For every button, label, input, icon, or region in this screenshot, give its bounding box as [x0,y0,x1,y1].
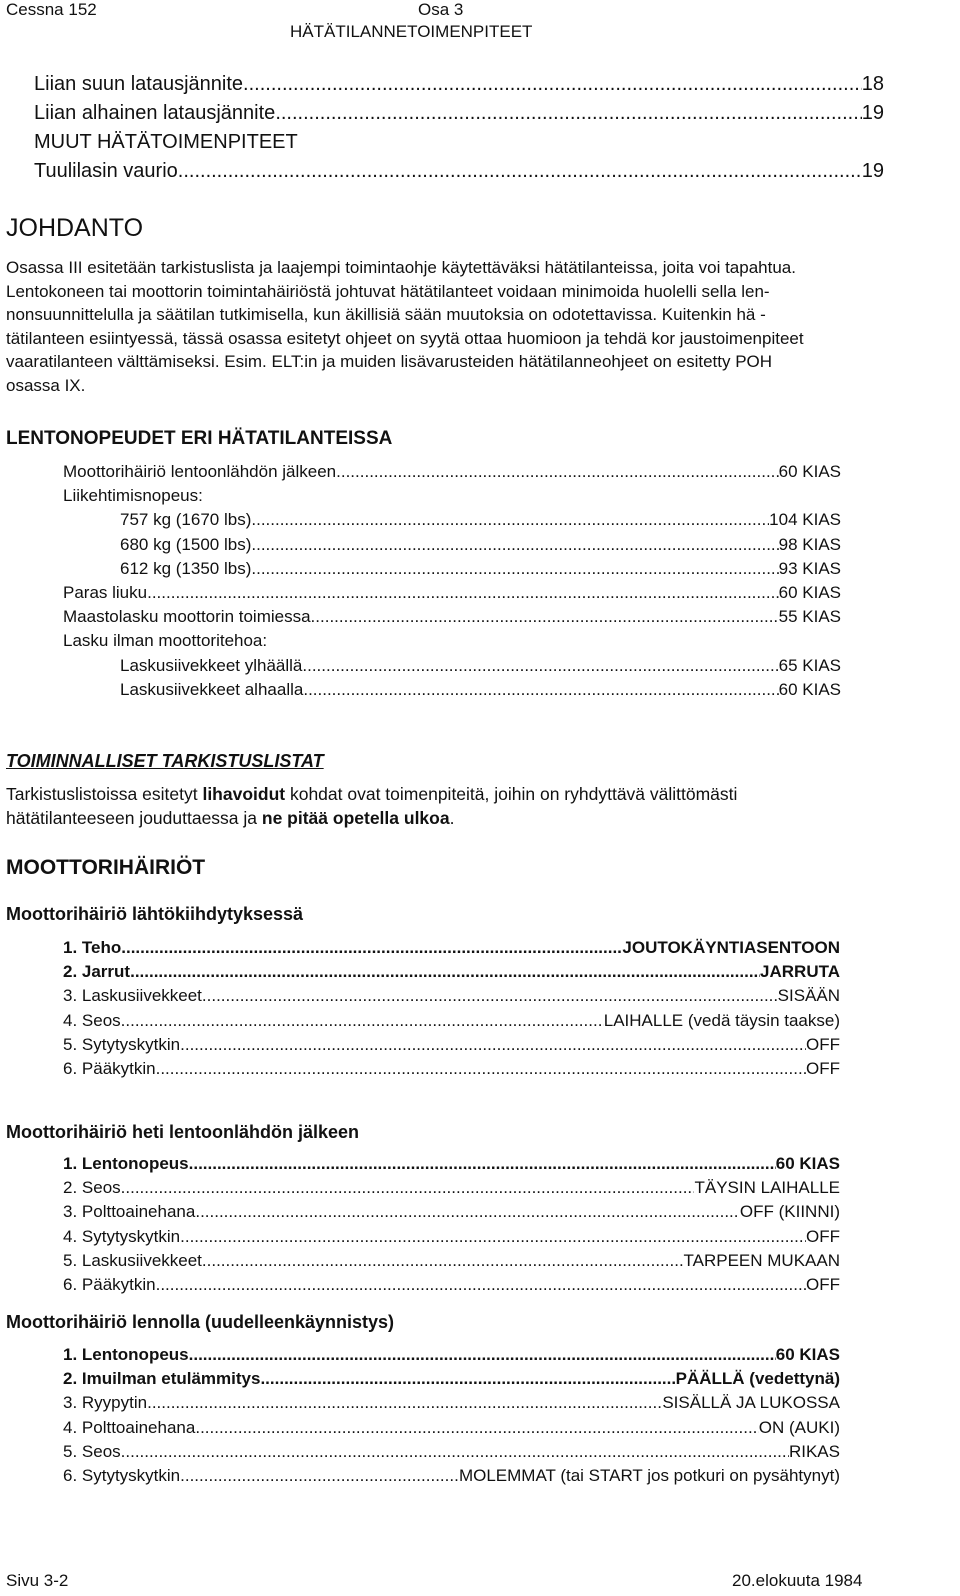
item-value: OFF [806,1034,840,1054]
dot-leader [195,1200,740,1224]
dot-leader [180,1225,806,1249]
speed-row [63,533,841,557]
checklist-item [63,1152,840,1176]
dot-leader [336,460,778,484]
checklist-item [63,936,840,960]
dot-leader [251,557,778,581]
item-label: 3. Ryypytin [63,1393,148,1413]
speed-label: 680 kg (1500 lbs) [120,534,252,554]
item-value: SISÄLLÄ JA LUKOSSA [662,1393,840,1413]
paragraph-line: vaaratilanteen välttämiseksi. Esim. ELT:in ja muiden lisävarusteiden hätätilanneohjeet on esitetty POH [6,352,773,371]
item-label: 5. Laskusiivekkeet [63,1250,202,1270]
item-label: 2. Seos [63,1178,121,1198]
toc-page: 19 [861,102,884,124]
text-run: Tarkistuslistoissa esitetyt [6,784,203,804]
checklists-title: TOIMINNALLISET TARKISTUSLISTAT [6,751,324,771]
bold-text: lihavoidut [202,784,286,804]
dot-leader [189,1152,776,1176]
paragraph-line: Lentokoneen tai moottorin toimintahäiriöstä johtuvat hätätilanteet voidaan minimoida huolelli sella len- [6,281,770,301]
speed-label: Lasku ilman moottoritehoa: [63,631,268,651]
item-value: TÄYSIN LAIHALLE [694,1178,840,1198]
text-run: hätätilanteeseen jouduttaessa ja [6,808,262,828]
dot-leader [251,533,778,557]
section-title: Moottorihäiriö heti lentoonlähdön jälkeen [6,1122,360,1142]
checklist-item [63,1416,840,1440]
item-value: 60 KIAS [775,1154,840,1173]
checklist-item [63,1057,840,1081]
paragraph-line [6,806,941,830]
item-value: SISÄÄN [777,986,840,1006]
speed-row [63,654,841,678]
bold-text: ne pitää opetella ulkoa [261,808,450,828]
toc-label: Liian alhainen latausjännite [34,102,276,124]
toc-row [34,70,884,99]
dot-leader [202,984,778,1008]
dot-leader [121,1440,789,1464]
dot-leader [156,1057,806,1081]
item-value: OFF [806,1275,840,1295]
item-value: ON (AUKI) [758,1417,840,1437]
section-title: Moottorihäiriö lähtökiihdytyksessä [6,904,304,924]
footer-page: Sivu 3-2 [6,1571,69,1590]
paragraph-line [6,782,941,806]
toc-label: Liian suun latausjännite [34,73,244,95]
item-value: TARPEEN MUKAAN [683,1250,840,1270]
text-run: . [449,808,455,828]
item-label: 6. Pääkytkin [63,1275,156,1295]
item-label: 3. Polttoainehana [63,1202,196,1222]
speed-value: 104 KIAS [769,510,841,530]
speed-value: 65 KIAS [778,655,841,675]
johdanto-paragraph [6,256,941,397]
header-aircraft: Cessna 152 [6,0,97,19]
speed-label: Laskusiivekkeet alhaalla [120,679,304,699]
dot-leader [130,960,760,984]
paragraph-line: nonsuunnittelulla ja säätilan tutkimisella, kun äkillisiä sään muutoksia on odotettavissa. Kuitenkin hä - [6,305,766,324]
checklist [63,1343,840,1488]
checklist-item [63,984,840,1008]
toc-row [34,99,884,128]
item-value: LAIHALLE (vedä täysin taakse) [603,1010,840,1030]
paragraph-line: tätilanteen esiintyessä, tässä osassa esitetyt ohjeet on syytä ottaa huomioon ja tehdä kor jaustoimenpiteet [6,328,804,348]
item-label: 4. Polttoainehana [63,1417,196,1437]
speed-value: 55 KIAS [778,607,841,627]
item-label: 1. Lentonopeus [63,1154,189,1173]
checklist-item [63,1225,840,1249]
checklist [63,1152,840,1297]
header-chapter: HÄTÄTILANNETOIMENPITEET [290,22,533,41]
dot-leader [260,1367,675,1391]
text-run: kohdat ovat toimenpiteitä, joihin on ryhdyttävä välittömästi [285,784,738,804]
paragraph-line: Osassa III esitetään tarkistuslista ja laajempi toimintaohje käytettäväksi hätätilanteissa, joita voi tapahtua. [6,258,796,277]
speed-row [63,484,841,508]
item-value: PÄÄLLÄ (vedettynä) [675,1369,840,1389]
item-value: OFF [806,1226,840,1246]
toc-row [34,157,884,186]
speed-label: 757 kg (1670 lbs) [120,510,252,530]
dot-leader [156,1273,806,1297]
dot-leader [311,605,779,629]
item-value: RIKAS [788,1441,840,1461]
table-of-contents [34,70,884,186]
dot-leader [121,936,622,960]
header-section: Osa 3 [418,0,464,19]
dot-leader [121,1176,695,1200]
dot-leader [180,1033,806,1057]
speed-value: 98 KIAS [778,534,841,554]
speed-row [63,460,841,484]
speed-row [63,678,841,702]
engine-failures-title: MOOTTORIHÄIRIÖT [6,856,206,879]
speed-row [63,557,841,581]
dot-leader [147,581,779,605]
speed-value: 60 KIAS [778,583,841,603]
speed-label: Moottorihäiriö lentoonlähdön jälkeen [63,462,337,481]
dot-leader [202,1249,684,1273]
checklist-item [63,1367,840,1391]
speed-value: 60 KIAS [778,679,841,699]
speeds-title: LENTONOPEUDET ERI HÄTATILANTEISSA [6,428,393,449]
item-label: 6. Sytytyskytkin [63,1466,181,1486]
dot-leader [275,99,861,128]
dot-leader [180,1464,459,1488]
checklist-item [63,1343,840,1367]
toc-page: 18 [861,73,884,95]
item-label: 3. Laskusiivekkeet [63,986,202,1006]
speed-label: Liikehtimisnopeus: [63,486,203,506]
paragraph-line: osassa IX. [6,375,86,395]
checklist-item [63,960,840,984]
item-value: MOLEMMAT (tai START jos potkuri on pysähtynyt) [458,1466,840,1486]
checklist-item [63,1033,840,1057]
item-label: 6. Pääkytkin [63,1059,156,1079]
speed-row [63,508,841,532]
item-label: 1. Lentonopeus [63,1345,189,1364]
dot-leader [243,70,862,99]
section-title: Moottorihäiriö lennolla (uudelleenkäynnistys) [6,1312,395,1332]
checklist-item [63,1176,840,1200]
item-value: OFF (KIINNI) [739,1202,840,1222]
item-value: JOUTOKÄYNTIASENTOON [622,938,840,957]
speeds-list [63,460,841,702]
dot-leader [302,654,778,678]
dot-leader [189,1343,776,1367]
checklist [63,936,840,1081]
speed-row [63,605,841,629]
dot-leader [195,1416,758,1440]
speed-value: 60 KIAS [778,462,841,481]
checklist-item [63,1273,840,1297]
dot-leader [121,1009,604,1033]
item-label: 4. Seos [63,1010,121,1030]
checklist-item [63,1009,840,1033]
speed-label: Maastolasku moottorin toimiessa [63,607,311,627]
toc-page: 19 [861,160,884,182]
speed-label: Paras liuku [63,583,148,603]
checklist-item [63,1440,840,1464]
dot-leader [303,678,778,702]
johdanto-title: JOHDANTO [6,214,144,242]
item-label: 2. Jarrut [63,962,131,982]
dot-leader [251,508,769,532]
item-value: JARRUTA [760,962,840,982]
speed-row [63,629,841,653]
footer-date: 20.elokuuta 1984 [732,1571,863,1590]
dot-leader [147,1391,662,1415]
dot-leader [178,157,862,186]
checklist-item [63,1200,840,1224]
speed-value: 93 KIAS [778,558,841,578]
item-label: 2. Imuilman etulämmitys [63,1369,261,1389]
speed-label: Laskusiivekkeet ylhäällä [120,655,303,675]
item-value: 60 KIAS [775,1345,840,1364]
checklist-item [63,1249,840,1273]
checklists-paragraph [6,782,941,830]
item-label: 4. Sytytyskytkin [63,1226,181,1246]
item-label: 1. Teho [63,938,122,957]
item-label: 5. Seos [63,1441,121,1461]
toc-label: Tuulilasin vaurio [34,160,178,182]
checklist-item [63,1391,840,1415]
checklist-item [63,1464,840,1488]
speed-row [63,581,841,605]
item-label: 5. Sytytyskytkin [63,1034,181,1054]
item-value: OFF [806,1059,840,1079]
speed-label: 612 kg (1350 lbs) [120,558,252,578]
toc-heading: MUUT HÄTÄTOIMENPITEET [34,131,298,153]
